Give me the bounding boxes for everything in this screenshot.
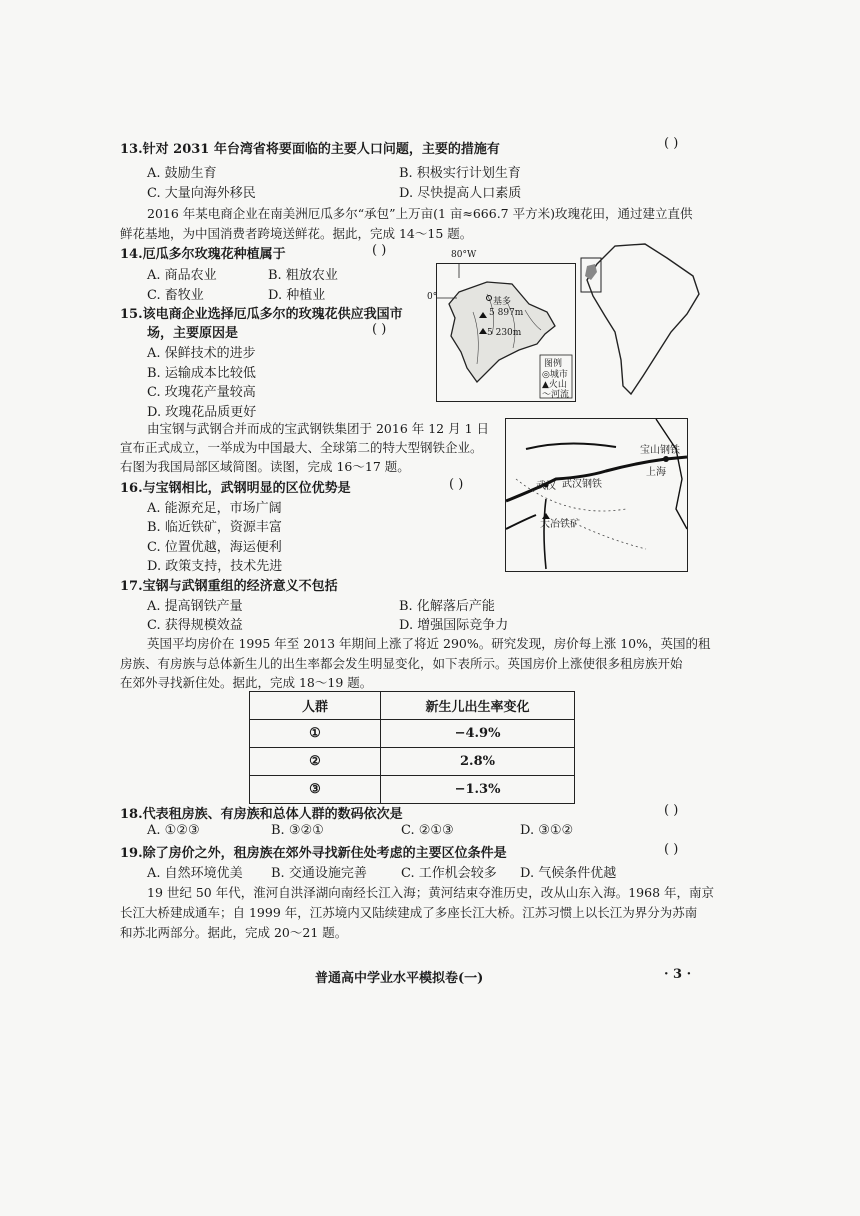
q16-option-a[interactable]: A. 能源充足，市场广阔 [147,501,282,516]
q15-option-a[interactable]: A. 保鲜技术的进步 [147,346,256,361]
q13-stem: 13.针对 2031 年台湾省将要面临的主要人口问题，主要的措施有 [120,142,500,157]
yangtze-map [505,418,688,572]
passage3-line3: 在郊外寻找新住处。据此，完成 18～19 题。 [120,675,373,690]
passage1-line2: 鲜花基地，为中国消费者跨境送鲜花。据此，完成 14～15 题。 [120,226,473,241]
q14-option-a[interactable]: A. 商品农业 [147,268,217,283]
q18-option-a[interactable]: A. ①②③ [147,823,200,838]
q18-option-c[interactable]: C. ②①③ [401,823,454,838]
map1-peak1-label: 5 897m [489,308,524,318]
shanghai-label: 上海 [646,467,666,478]
river-symbol-icon: 〜 [542,390,552,400]
volcano-symbol-icon: ▲ [542,380,549,390]
q14-stem: 14.厄瓜多尔玫瑰花种植属于 [120,247,286,262]
q13-option-c[interactable]: C. 大量向海外移民 [147,186,256,201]
q15-option-b[interactable]: B. 运输成本比较低 [147,366,256,381]
baogang-label: 宝山钢铁 [640,445,680,456]
legend-city-text: 城市 [549,370,568,380]
q15-paren: ( ) [372,322,387,337]
table-cell-value: 2.8% [381,748,575,776]
map1-lon-label: 80°W [451,250,477,260]
q19-option-d[interactable]: D. 气候条件优越 [520,866,617,881]
q16-option-d[interactable]: D. 政策支持，技术先进 [147,559,283,574]
city-symbol-icon: ◎ [542,370,550,380]
map1-city-label: 基多 [493,297,512,307]
q19-paren: ( ) [664,842,679,857]
map1-legend-river [542,387,569,400]
q13-option-b[interactable]: B. 积极实行计划生育 [399,166,521,181]
table-cell-group: ② [250,748,381,776]
q13-option-a[interactable]: A. 鼓励生育 [147,166,217,181]
q17-stem: 17.宝钢与武钢重组的经济意义不包括 [120,579,338,594]
table-row [250,720,575,748]
map1-lat-label: 0° [427,292,438,302]
q18-paren: ( ) [664,803,679,818]
q14-option-b[interactable]: B. 粗放农业 [268,268,338,283]
table-row [250,748,575,776]
q19-option-c[interactable]: C. 工作机会较多 [401,866,497,881]
q15-stem-line2: 场，主要原因是 [147,326,239,341]
table-cell-value: −4.9% [381,720,575,748]
q14-option-d[interactable]: D. 种植业 [268,288,326,303]
q16-option-b[interactable]: B. 临近铁矿，资源丰富 [147,520,282,535]
q18-stem: 18.代表租房族、有房族和总体人群的数码依次是 [120,807,403,822]
legend-volcano-text: 火山 [548,380,567,390]
passage2-line1: 由宝钢与武钢合并而成的宝武钢铁集团于 2016 年 12 月 1 日 [147,421,490,436]
table-cell-group: ① [250,720,381,748]
footer-title: 普通高中学业水平模拟卷(一) [315,971,484,986]
birthrate-table [249,691,575,804]
table-header-row [250,692,575,720]
q19-stem: 19.除了房价之外，租房族在郊外寻找新住处考虑的主要区位条件是 [120,846,507,861]
passage3-line1: 英国平均房价在 1995 年至 2013 年期间上涨了将近 290%。研究发现，房价每上涨 10%，英国的租 [147,636,711,651]
wuhan-label: 武汉 [536,481,556,492]
passage3-line2: 房族、有房族与总体新生儿的出生率都会发生明显变化，如下表所示。英国房价上涨使很多租房族开始 [120,656,683,671]
q19-option-a[interactable]: A. 自然环境优美 [147,866,243,881]
q16-paren: ( ) [449,477,464,492]
q16-option-c[interactable]: C. 位置优越，海运便利 [147,540,282,555]
q14-paren: ( ) [372,243,387,258]
passage4-line3: 和苏北两部分。据此，完成 20～21 题。 [120,925,348,940]
legend-river-text: 河流 [551,390,570,400]
table-row [250,776,575,804]
q15-stem-line1: 15.该电商企业选择厄瓜多尔的玫瑰花供应我国市 [120,307,403,322]
q15-option-c[interactable]: C. 玫瑰花产量较高 [147,385,256,400]
table-cell-group: ③ [250,776,381,804]
daye-label: 大冶铁矿 [540,519,580,530]
page-number: · 3 · [664,967,692,982]
table-header-change: 新生儿出生率变化 [381,692,575,720]
ecuador-map [427,250,576,402]
q18-option-b[interactable]: B. ③②① [271,823,324,838]
passage4-line1: 19 世纪 50 年代，淮河自洪泽湖向南经长江入海；黄河结束夺淮历史，改从山东入海。1968 年，南京 [147,885,715,900]
q13-paren: ( ) [664,136,679,151]
table-cell-value: −1.3% [381,776,575,804]
q17-option-a[interactable]: A. 提高钢铁产量 [147,599,243,614]
q14-option-c[interactable]: C. 畜牧业 [147,288,204,303]
map1-legend-title: 图例 [544,359,563,369]
passage1-line1: 2016 年某电商企业在南美洲厄瓜多尔“承包”上万亩(1 亩≈666.7 平方米)玫瑰花田，通过建立直供 [147,206,693,221]
q17-option-d[interactable]: D. 增强国际竞争力 [399,618,509,633]
q17-option-c[interactable]: C. 获得规模效益 [147,618,243,633]
passage4-line2: 长江大桥建成通车；自 1999 年，江苏境内又陆续建成了多座长江大桥。江苏习惯上以长江为界分为苏南 [120,905,698,920]
q17-option-b[interactable]: B. 化解落后产能 [399,599,495,614]
q18-option-d[interactable]: D. ③①② [520,823,574,838]
wugang-label: 武汉钢铁 [562,479,602,490]
q16-stem: 16.与宝钢相比，武钢明显的区位优势是 [120,481,351,496]
q13-option-d[interactable]: D. 尽快提高人口素质 [399,186,522,201]
q19-option-b[interactable]: B. 交通设施完善 [271,866,367,881]
passage2-line2: 宣布正式成立，一举成为中国最大、全球第二的特大型钢铁企业。 [120,440,483,455]
table-header-group: 人群 [250,692,381,720]
passage2-line3: 右图为我国局部区域简图。读图，完成 16～17 题。 [120,459,410,474]
map1-peak2-label: 5 230m [487,328,522,338]
q15-option-d[interactable]: D. 玫瑰花品质更好 [147,405,257,420]
south-america-inset-map [575,236,705,406]
